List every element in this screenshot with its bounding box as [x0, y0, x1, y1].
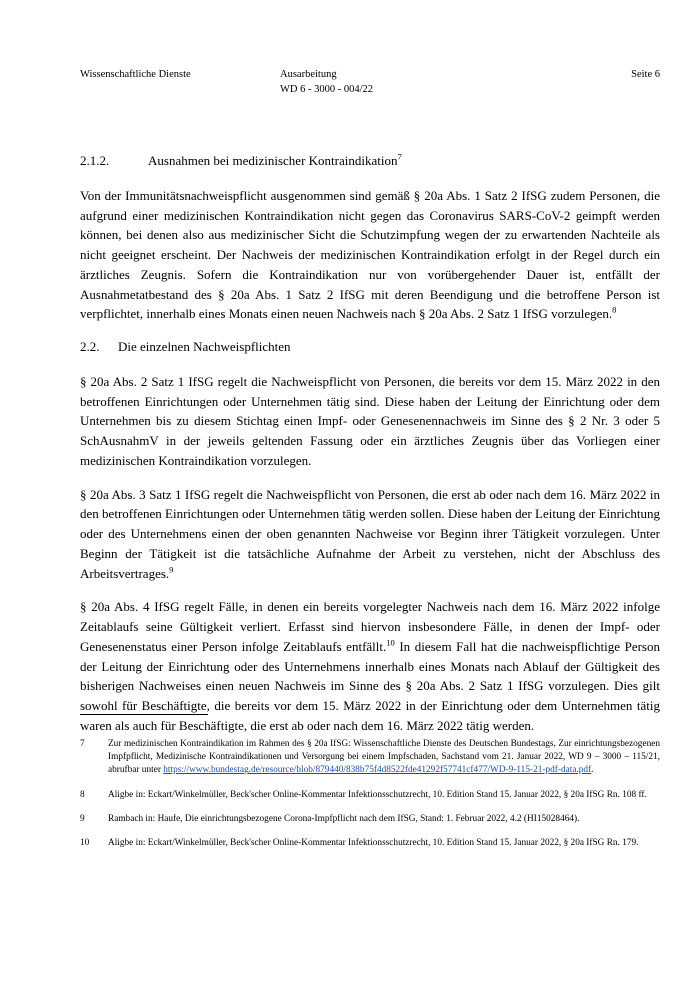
footnote-separator — [80, 714, 208, 715]
section-title: Die einzelnen Nachweispflichten — [118, 339, 291, 355]
header-doc-number: WD 6 - 3000 - 004/22 — [280, 84, 374, 96]
footnote-ref-9[interactable]: 9 — [169, 564, 174, 575]
page-header — [80, 68, 660, 97]
footnote-text: Rambach in: Haufe, Die einrichtungsbezogene Corona-Impfpflicht nach dem IfSG, Stand: 1. Februar 2022, 4.2 (HI15028464). — [108, 813, 580, 824]
footnote-text-after: . — [591, 765, 594, 776]
header-department: Wissenschaftliche Dienste — [80, 69, 191, 80]
paragraph-abs2: § 20a Abs. 2 Satz 1 IfSG regelt die Nachweispflicht von Personen, die bereits vor dem 15. März 2022 in den betroffenen Einrichtungen oder Unternehmen tätig sind. Diese haben der Leitung der Einrichtung oder dem Unternehmen bis zu diesem Stichtag einen Impf- oder Genesenennachweis im Sinne des § 2 Nr. 3 oder 5 SchAusnahmV in der jeweils geltenden Fassung oder ein ärztliches Zeugnis über das Vorliegen einer medizinischen Kontraindikation vorzulegen. — [80, 373, 660, 468]
paragraph-abs3-text: § 20a Abs. 3 Satz 1 IfSG regelt die Nachweispflicht von Personen, die erst ab oder nach dem 16. März 2022 in den betroffenen Einrichtungen oder Unternehmen tätig werden sollen. Diese haben der Leitung der Einrichtung oder des Unternehmens einen der oben genannten Nachweise vor Beginn ihrer Tätigkeit vorzulegen. Unter Beginn der Tätigkeit ist die tatsächliche Aufnahme der Arbeit zu verstehen, nicht der Abschluss des Arbeitsvertrages. — [80, 486, 660, 581]
footnote-ref-10[interactable]: 10 — [386, 637, 395, 648]
section-heading-2-2 — [80, 338, 660, 357]
paragraph-abs4-text-a: § 20a Abs. 4 IfSG regelt Fälle, in denen ein bereits vorgelegter Nachweis nach dem 16. März 2022 infolge Zeitablaufs seine Gültigkeit verliert. Erfasst sind hiervon insbesondere Fälle, in denen der Impf- oder Genesenenstatus einer Person infolge Zeitablaufs entfällt. — [80, 599, 660, 654]
footnote-text: Aligbe in: Eckart/Winkelmüller, Beck'scher Online-Kommentar Infektionsschutzrecht, 10. Edition Stand 15. Januar 2022, § 20a IfSG Rn. 108 ff. — [108, 789, 647, 800]
header-page-number: Seite 6 — [631, 69, 660, 80]
footnote-item — [80, 789, 660, 802]
section-number: 2.1.2. — [80, 153, 110, 168]
section-number: 2.2. — [80, 339, 100, 355]
footnote-number: 9 — [80, 813, 85, 824]
footnote-item — [80, 813, 660, 826]
paragraph-abs3 — [80, 485, 660, 584]
footnote-link[interactable]: https://www.bundestag.de/resource/blob/879440/838b75f4d8522fde41292f57741cf477/WD-9-115-21-pdf-data.pdf — [163, 765, 592, 776]
footnote-number: 8 — [80, 789, 85, 800]
footnote-text: Aligbe in: Eckart/Winkelmüller, Beck'scher Online-Kommentar Infektionsschutzrecht, 10. Edition Stand 15. Januar 2022, § 20a IfSG Rn. 179. — [108, 837, 639, 848]
section-title-text: Ausnahmen bei medizinischer Kontraindikation — [148, 153, 398, 168]
paragraph-exceptions — [80, 186, 660, 324]
footnote-number: 7 — [80, 739, 85, 749]
footnote-ref-8[interactable]: 8 — [612, 305, 617, 316]
section-title — [148, 152, 660, 171]
footnote-list — [80, 738, 660, 861]
footnote-text — [108, 738, 660, 778]
footnote-ref-7[interactable]: 7 — [397, 151, 402, 162]
paragraph-abs4-text-b: In diesem Fall hat die nachweispflichtige Person der Leitung der Einrichtung oder des Unternehmens innerhalb eines Monats nach Ablauf der Gültigkeit des bisherigen Nachweises einen neuen Nachweis im Sinne des § 20a Abs. 2 Satz 1 IfSG vorzulegen. Dies gilt sowohl für Beschäftigte, die bereits vor dem 15. März 2022 in der Einrichtung oder dem Unternehmen tätig waren als auch für Beschäftigte, die erst ab oder nach dem 16. März 2022 tätig werden. — [80, 638, 660, 733]
footnote-item — [80, 837, 660, 850]
header-doc-type: Ausarbeitung — [280, 69, 337, 80]
document-body — [80, 152, 660, 750]
section-heading-2-1-2 — [80, 152, 660, 171]
paragraph-exceptions-text: Von der Immunitätsnachweispflicht ausgenommen sind gemäß § 20a Abs. 1 Satz 2 IfSG zudem Personen, die aufgrund einer medizinischen Kontraindikation nicht gegen das Coronavirus SARS-CoV-2 geimpft werden können, bei denen also aus medizinischer Sicht die Schutzimpfung wegen der zu erwartenden Nachteile als nicht geeignet erscheint. Der Nachweis der medizinischen Kontraindikation erfolgt in der Regel durch ein ärztliches Zeugnis. Sofern die Kontraindikation nur von vorübergehender Dauer ist, entfällt der Ausnahmetatbestand des § 20a Abs. 1 Satz 2 IfSG mit deren Beendigung und die betroffene Person ist verpflichtet, innerhalb eines Monats einen neuen Nachweis nach § 20a Abs. 2 Satz 1 IfSG vorzulegen. — [80, 187, 660, 322]
footnote-item — [80, 738, 660, 778]
footnote-text-before: Zur medizinischen Kontraindikation im Rahmen des § 20a IfSG: Wissenschaftliche Dienste des Deutschen Bundestags, Zur einrichtungsbezogenen Impfpflicht, Medizinische Kontraindikationen und Versorgung bei einem Impfschaden, Sachstand vom 21. Januar 2022, WD 9 – 3000 – 115/21, abrufbar unter — [108, 739, 660, 776]
footnote-number: 10 — [80, 837, 90, 848]
